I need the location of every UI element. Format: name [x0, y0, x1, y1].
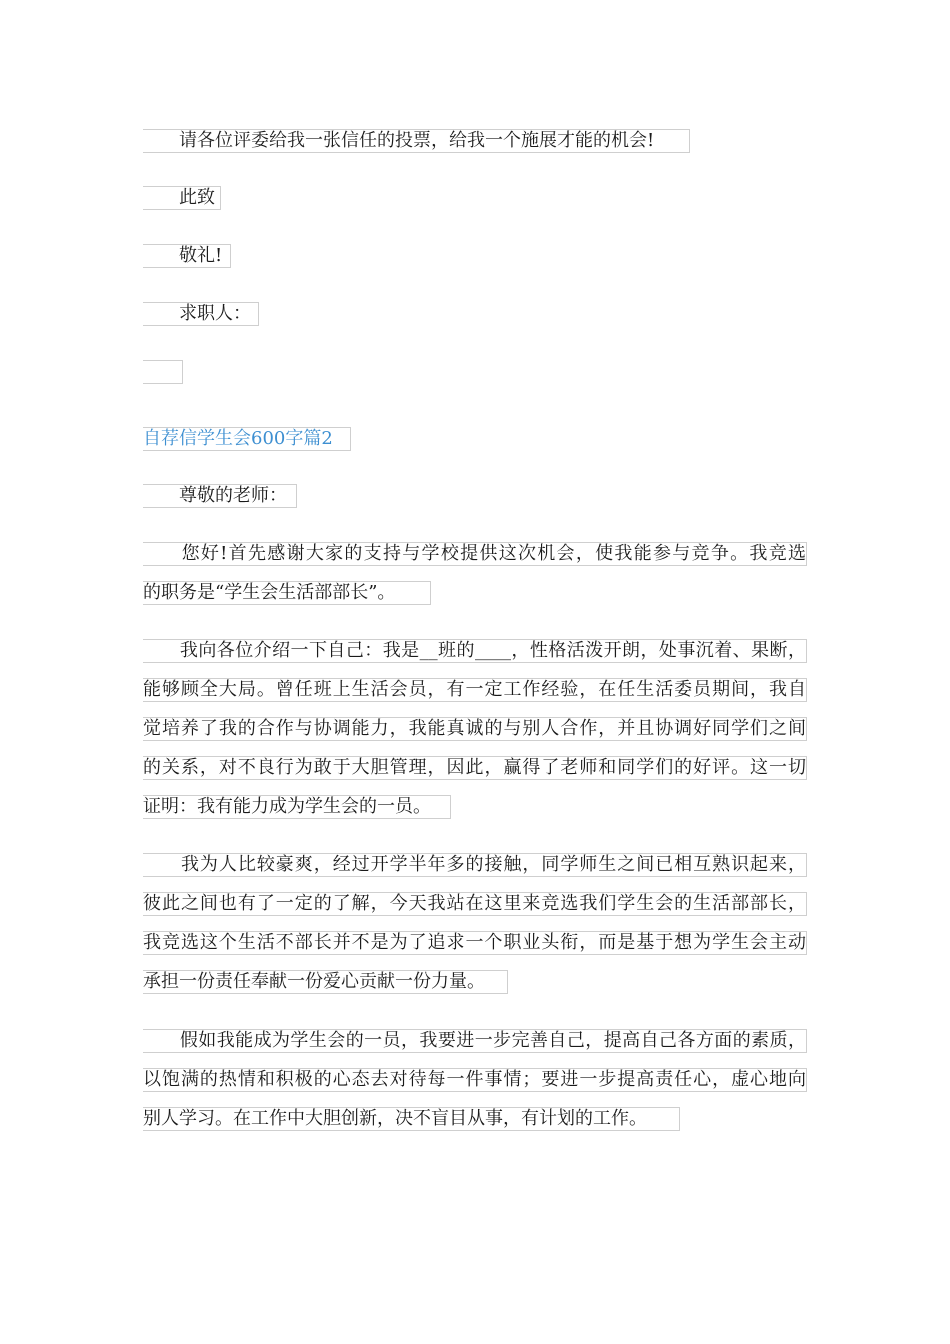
paragraph-line: 承担一份责任奉献一份爱心贡献一份力量。: [143, 970, 508, 994]
text-line: 求职人：: [143, 302, 259, 326]
text-line: 此致: [143, 186, 221, 210]
text-line: 请各位评委给我一张信任的投票，给我一个施展才能的机会!: [143, 129, 690, 153]
paragraph-line: 能够顾全大局。曾任班上生活会员，有一定工作经验，在任生活委员期间，我自: [143, 679, 806, 700]
text-line: 敬礼!: [143, 244, 231, 268]
paragraph-line: 假如我能成为学生会的一员，我要进一步完善自己，提高自己各方面的素质，: [143, 1030, 806, 1051]
paragraph-line: 我为人比较豪爽，经过开学半年多的接触，同学师生之间已相互熟识起来，: [143, 854, 806, 875]
paragraph-line: 我竞选这个生活不部长并不是为了追求一个职业头衔，而是基于想为学生会主动: [143, 932, 806, 953]
paragraph-line: 彼此之间也有了一定的了解，今天我站在这里来竞选我们学生会的生活部部长，: [143, 893, 806, 914]
paragraph-line: 的职务是“学生会生活部部长”。: [143, 581, 431, 605]
paragraph-line: 我向各位介绍一下自己：我是__班的____，性格活泼开朗，处事沉着、果断，: [143, 640, 806, 661]
paragraph-line: 的关系，对不良行为敢于大胆管理，因此，赢得了老师和同学们的好评。这一切: [143, 757, 806, 778]
paragraph-line: 证明：我有能力成为学生会的一员。: [143, 795, 451, 819]
blank-line: [143, 360, 183, 384]
section-heading: 自荐信学生会600字篇2: [143, 427, 351, 451]
paragraph-line: 以饱满的热情和积极的心态去对待每一件事情；要进一步提高责任心，虚心地向: [143, 1069, 806, 1090]
paragraph-line: 别人学习。在工作中大胆创新，决不盲目从事，有计划的工作。: [143, 1107, 680, 1131]
text-line: 尊敬的老师：: [143, 484, 297, 508]
paragraph-line: 您好!首先感谢大家的支持与学校提供这次机会，使我能参与竞争。我竞选: [143, 543, 806, 564]
paragraph-line: 觉培养了我的合作与协调能力，我能真诚的与别人合作，并且协调好同学们之间: [143, 718, 806, 739]
